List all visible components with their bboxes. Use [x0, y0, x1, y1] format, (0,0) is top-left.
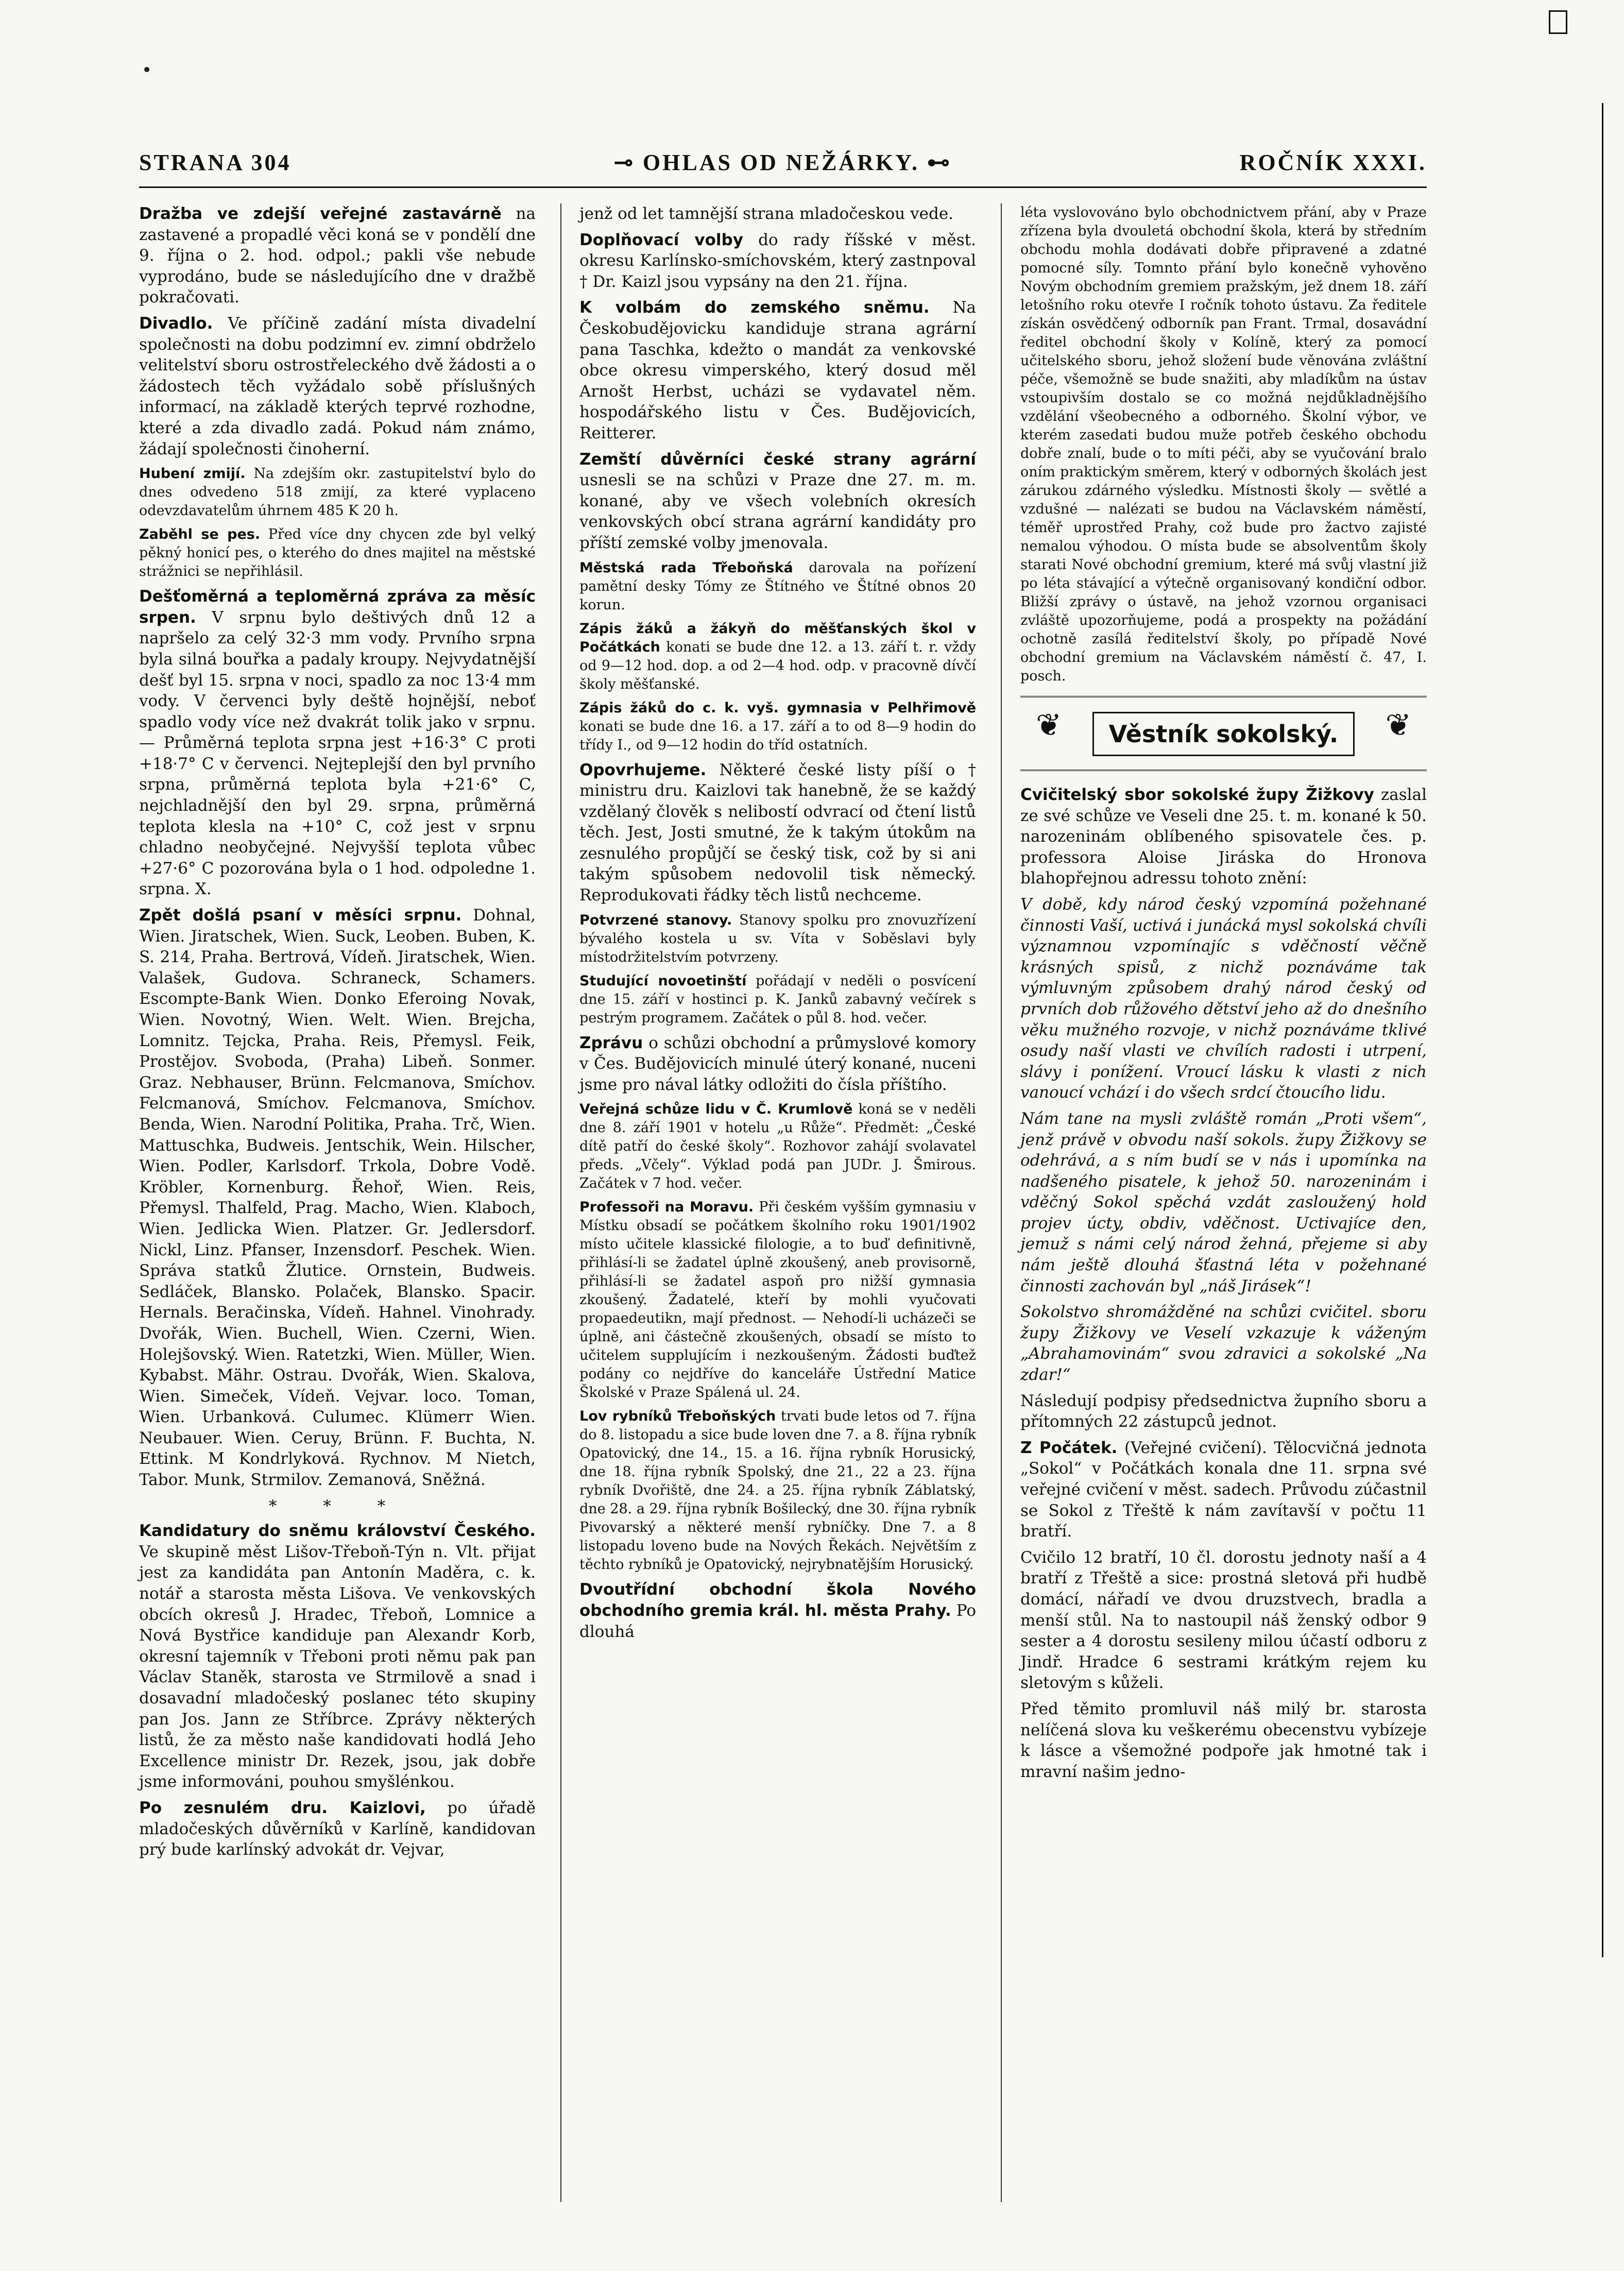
- article-heading: Dešťoměrná a teploměrná zpráva za měsíc srpen.: [139, 587, 536, 627]
- article-heading: Cvičitelský sbor sokolské župy Žižkovy: [1020, 786, 1374, 804]
- article-heading: Lov rybníků Třeboňských: [579, 1408, 776, 1425]
- sokol-section-title: Věstník sokolský.: [1092, 712, 1355, 756]
- article: [139, 1798, 536, 1860]
- article: [1020, 784, 1427, 889]
- article: [579, 297, 976, 443]
- ornament-icon: ❦: [1385, 707, 1411, 743]
- article: [1020, 203, 1427, 686]
- address-text: V době, kdy národ český vzpomíná požehnané činnosti Vaší, uctivá i junácká mysl sokolská chvíli významnou vzpomínajíc s vděčností věčně krásných spisů, z nichž poznáváme tak výmluvným způsobem drahý národ český od prvních dob růžového dětství jeho až do dnešního věku mužného rozvoje, v nichž poznáváme tklivé osudy naší vlasti ve chvílích radosti i utrpení, slávy i ponížení. Vroucí lásku k vlasti z nich vanoucí vchází i do všech srdcí čtoucího lidu.: [1020, 895, 1427, 1102]
- separator-stars: * * *: [268, 1496, 406, 1515]
- article-heading: Doplňovací volby: [579, 230, 743, 249]
- ornament-icon: ❦: [1036, 707, 1062, 743]
- article-heading: Dražba ve zdejší veřejné zastavárně: [139, 204, 502, 223]
- article-text: léta vyslovováno bylo obchodnictvem přání, aby v Praze zřízena byla dvouletá obchodní škola, která by středním obchodu mohla dodávati dobře připravené a zdatné pomocné síly. Tomnto přání bylo konečně vyhověno Novým obchodním gremiem pražským, jež dnem 18. září letošního roku otevře I ročník tohoto ústavu. Za ředitele získán osvědčený odborník pan Frant. Trmal, dosavádní ředitel obchodní školy v Kolíně, který za pomocí učitelského sboru, jehož složení bude věnována zvláštní péče, všemožně se bude snažiti, aby mladíkům na ústav vstoupivším dostalo se co možná nejdůkladnějšího vzdělání všeobecného a odborného. Školní výbor, ve kterém zasedati budou muže potřeb českého obchodu dobře znalí, bude o to míti péči, aby se vyučování bralo oním praktickým směrem, který v odborných školách jest zárukou zdárného výsledku. Místnosti školy — světlé a vzdušné — nalézati se budou na Václavském náměstí, téměř uprostřed Prahy, což bude pro žactvo zajisté nemalou výhodou. O místa bude se absolventům školy starati Nové obchodní gremium, které má svůj vlastní již po léta stávající a výtečně organisovaný kondiční odbor. Bližší zprávy o ústavě, na jehož vzornou organisaci zvláště upozorňujeme, podá a prospekty na požádání ochotně zasílá ředitelství školy, po případě Nové obchodní gremium na Václavském náměstí č. 47, I. posch.: [1020, 204, 1427, 684]
- article-text: Dohnal, Wien. Jiratschek, Wien. Suck, Leoben. Buben, K. S. 214, Praha. Bertrová, Vídeň. Jiratschek, Wien. Valašek, Gudova. Schraneck, Schamers. Escompte-Bank Wien. Donko Eferoing Novak, Wien. Novotný, Wien. Welt. Wien. Brejcha, Lomnitz. Tejcka, Praha. Reis, Přemysl. Feik, Prostějov. Svoboda, (Praha) Libeň. Sonmer. Graz. Nebhauser, Brünn. Felcmanova, Smíchov. Felcmanová, Smíchov. Felcmanova, Smíchov. Benda, Wien. Narodní Politika, Praha. Trč, Wien. Mattuschka, Budweis. Jentschik, Wein. Hilscher, Wien. Podler, Karlsdorf. Trkola, Dobre Vodě. Kröbler, Kornenburg. Řehoř, Wien. Reis, Přemysl. Thalfeld, Prag. Macho, Wien. Klaboch, Wien. Jedlicka Wien. Platzer. Gr. Jedlersdorf. Nickl, Linz. Pfanser, Inzensdorf. Peschek. Wien. Správa statků Žlutice. Ornstein, Budweis. Sedláček, Blansko. Polaček, Blansko. Spacir. Hernals. Beračinska, Vídeň. Hahnel. Vinohrady. Dvořák, Wien. Buchell, Wien. Czerni, Wien. Holejšovský. Wien. Ratetzki, Wien. Müller, Wien. Kybabst. Mähr. Ostrau. Dvořák, Wien. Skalova, Wien. Simeček, Vídeň. Vejvar. loco. Toman, Wien. Urbanková. Culumec. Klümerr Wien. Neubauer. Wien. Ceruy, Brünn. F. Buchta, N. Ettink. M Kondrlyková. Rychnov. M Nietch, Tabor. Munk, Strmilov. Zemanová, Sněžná.: [139, 906, 536, 1490]
- column-2: [579, 203, 976, 1647]
- article-heading: K volbám do zemského sněmu.: [579, 298, 930, 317]
- article: [579, 1407, 976, 1574]
- right-margin-rule: [1597, 103, 1603, 1957]
- article-heading: Z Počátek.: [1020, 1438, 1118, 1457]
- article-heading: Po zesnulém dru. Kaizlovi,: [139, 1798, 426, 1817]
- header-rule: [139, 186, 1427, 188]
- article: [579, 559, 976, 614]
- article-heading: Zemští důvěrníci české strany agrární: [579, 450, 976, 469]
- article: [579, 1100, 976, 1193]
- article-heading: Potvrzené stanovy.: [579, 912, 732, 928]
- article: [1020, 1391, 1427, 1432]
- article-text: zaslal ze své schůze ve Veseli dne 25. t. m. konané k 50. narozeninám oblíbeného spisovatele čes. p. professora Aloise Jiráska do Hronova blahopřejnou adressu tohoto znění:: [1020, 786, 1427, 888]
- article-text: jenž od let tamnější strana mladočeskou vede.: [579, 204, 954, 223]
- article: [139, 525, 536, 581]
- article: [579, 230, 976, 293]
- article-text: na zastavené a propadlé věci koná se v pondělí dne 9. října o 2. hod. odpol.; pakli vše nebude vyprodáno, bude se následujícího dne v dražbě pokračovati.: [139, 204, 536, 307]
- article-heading: Studující novoetinští: [579, 972, 747, 989]
- article-heading: Opovrhujeme.: [579, 760, 707, 779]
- column-divider: [560, 203, 561, 2202]
- article-text: do rady říšské v měst. okresu Karlínsko-smíchovském, který zastnpoval † Dr. Kaizl jsou vypsány na den 21. října.: [579, 230, 976, 291]
- article-heading: Divadlo.: [139, 314, 213, 333]
- article-text: usnesli se na schůzi v Praze dne 27. m. m. konané, aby ve všech volebních okresích venkovských obcí strana agrární kandidáty pro příští zemské volby jmenovala.: [579, 471, 976, 552]
- sokol-section-banner: [1020, 696, 1427, 771]
- newspaper-title: ⊸ OHLAS OD NEŽÁRKY. ⊷: [614, 150, 952, 175]
- article-heading: Hubení zmijí.: [139, 466, 246, 482]
- article: [139, 586, 536, 900]
- page-header: [139, 149, 1427, 180]
- article-text: Při českém vyšším gymnasiu v Místku obsadí se počátkem školního roku 1901/1902 místo učitele klassické filologie, a to buď definitivně, přihlásí-li se žadatel úplně zkoušený, aneb provisorně, přihlásí-li se žadatel aspoň pro nižší gymnasia zkoušený. Žadatelé, kteří by mohli vyučovati propaedeutikn, mají přednost. — Nehodí-li ucházeči se úplně, ani částečně zkoušených, obsadí se místo to učitelem supplujícím i nezkoušeným. Žádosti buďtež podány co nejdříve do kanceláře Ústřední Matice Školské v Praze Spálená ul. 24.: [579, 1199, 976, 1401]
- article: [139, 1521, 536, 1792]
- article-text: konati se bude dne 16. a 17. září a to od 8—9 hodin do třídy I., od 9—12 hodin do tříd ostatních.: [579, 718, 976, 753]
- article-text: V srpnu bylo deštivých dnů 12 a napršelo za celý 32·3 mm vody. Prvního srpna byla silná bouřka a padaly kroupy. Nejvydatnější dešť byl 15. srpna v noci, spadlo za noc 13·4 mm vody. V červenci byly deště hojnější, neboť spadlo vody více než dvakrát tolik jako v srpnu. — Průměrná teplota srpna jest +16·3° C proti +18·7° C v červenci. Nejteplejší den byl prvního srpna, průměrná teplota byla +21·6° C, nejchladnější den byl 29. srpna, průměrná teplota klesla na +10° C, což jest v srpnu chladno neobyčejné. Nejvyšší teplota vůbec +27·6° C pozorována byla o 1 hod. odpoledne 1. srpna. X.: [139, 608, 536, 899]
- article: [579, 972, 976, 1028]
- ink-speck: [144, 67, 149, 72]
- article: [1020, 1108, 1427, 1296]
- article: [579, 620, 976, 694]
- article-heading: Zápis žáků a žákyň do měšťanských škol v Počátkách: [579, 620, 976, 655]
- column-1: [139, 203, 536, 1866]
- article-heading: Zpět došlá psaní v měsíci srpnu.: [139, 906, 462, 925]
- article: [139, 203, 536, 308]
- article-text: konati se bude dne 12. a 13. září t. r. vždy od 9—12 hod. dop. a od 2—4 hod. odp. v pracovně dívčí školy měšťanské.: [579, 639, 976, 692]
- article-text: Před více dny chycen zde byl velký pěkný honicí pes, o kterého do dnes majitel na městské strážnici se nepřihlásil.: [139, 526, 536, 580]
- article-text: Na Českobudějovicku kandiduje strana agrární pana Taschka, kdežto o mandát za venkovské obce okresu vimperského, který dosud měl Arnošt Herbst, ucházi se vydavatel něm. hospodářského listu v Čes. Budějovicích, Reitterer.: [579, 298, 976, 442]
- article-heading: Professoři na Moravu.: [579, 1199, 754, 1216]
- article-text: Ve skupině měst Lišov-Třeboň-Týn n. Vlt. přijat jest za kandidáta pan Antonín Maděra, c. k. notář a starosta města Lišova. Ve venkovských obcích okresů J. Hradec, Třeboň, Lomnice a Nová Bystřice kandiduje pan Alexandr Korb, okresní tajemník v Třeboni proti němu pak pan Václav Staněk, starosta ve Strmilově a snad i dosavadní mladočeský poslanec této skupiny pan Jos. Jann ze Stříbrce. Zprávy některých listů, že za město naše kandidovati hodlá Jeho Excellence ministr Dr. Rezek, jsou, jak dobře jsme informováni, pouhou smyšlénkou.: [139, 1542, 536, 1791]
- article: [579, 760, 976, 906]
- article: [1020, 894, 1427, 1103]
- article-text: po úřadě mladočeských důvěrníků v Karlíně, kandidovan prý bude karlínský advokát dr. Vejvar,: [139, 1798, 536, 1859]
- article-heading: Zprávu: [579, 1033, 643, 1052]
- article-text: Cvičilo 12 bratří, 10 čl. dorostu jednoty naší a 4 bratří z Třeště a sice: prostná sletová při hudbě domácí, nářadí ve dvou druzstvech, bradla a menší stůl. Na to nastoupil náš ženský odbor 9 sester a 4 dorostu sesileny milou účastí odboru z Jindř. Hradce 6 sestrami krátkým rejem ku sletovým s kůželi.: [1020, 1548, 1427, 1693]
- article-text: pořádají v neděli o posvícení dne 15. září v hostinci p. K. Janků zabavný večírek s pestrým programem. Začátek o půl 8. hod. večer.: [579, 972, 976, 1026]
- article-heading: Veřejná schůze lidu v Č. Krumlově: [579, 1101, 853, 1118]
- article: [579, 1198, 976, 1402]
- article-text: (Veřejné cvičení). Tělocvičná jednota „Sokol“ v Počátkách konala dne 11. srpna své veřejné cvičení v měst. sadech. Průvodu zúčastnil se Sokol z Třeště k nám zavítavší v počtu 11 bratří.: [1020, 1438, 1427, 1541]
- article-heading: Kandidatury do sněmu království Českého.: [139, 1522, 536, 1541]
- article-text: koná se v neděli dne 8. září 1901 v hotelu „u Růže“. Předmět: „České dítě patří do české školy“. Rozhovor zahájí svolavatel předs. „Včely“. Výklad podá pan JUDr. J. Šmirous. Začátek v 7 hod. večer.: [579, 1101, 976, 1192]
- section-separator: [139, 1496, 536, 1517]
- article-text: Po dlouhá: [579, 1601, 976, 1641]
- article: [579, 1033, 976, 1096]
- article: [1020, 1302, 1427, 1385]
- page-corner-mark: [1549, 10, 1567, 34]
- article-heading: Dvoutřídní obchodní škola Nového obchodního gremia král. hl. města Prahy.: [579, 1580, 976, 1620]
- article: [579, 449, 976, 554]
- address-text: Sokolstvo shromážděné na schůzi cvičitel. sboru župy Žižkovy ve Veselí vzkazuje k váženým „Abrahamovinám“ svou zdravici a sokolské „Na zdar!“: [1020, 1303, 1427, 1385]
- column-divider: [1001, 203, 1002, 2202]
- article-text: trvati bude letos od 7. října do 8. listopadu a sice bude loven dne 7. a 8. října rybník Opatovický, dne 14., 15. a 16. října rybník Horusický, dne 18. října rybník Spolský, dne 21., 22 a 23. října rybník Dvořiště, dne 24. a 25. října rybník Záblatský, dne 28. a 29. října rybník Bošilecký, dne 30. října rybník Pivovarský a některé menší rybníčky. Dne 7. a 8 listopadu loveno bude na Nových Řekách. Největším z těchto rybníků je Opatovický, nejrybnatějším Horusický.: [579, 1408, 976, 1573]
- article: [579, 699, 976, 755]
- article-heading: Zápis žáků do c. k. vyš. gymnasia v Pelhřimově: [579, 699, 976, 716]
- article: [139, 905, 536, 1491]
- column-3-top: [1020, 203, 1427, 686]
- article-text: Některé české listy píší o † ministru dru. Kaizlovi tak hanebně, že se každý vzdělaný člověk s nelibostí odvrací od čtení listů těch. Jest, Josti smutné, že k takým útokům na zesnulého propůjčí se český tisk, což by si ani takým spůsobem nedovolil tisk německý. Reprodukovati řádky těch listů nechceme.: [579, 760, 976, 905]
- column-3: [1020, 203, 1427, 1787]
- article: [579, 203, 976, 225]
- article-text: Následují podpisy předsednictva župního sboru a přítomných 22 zástupců jednot.: [1020, 1391, 1427, 1431]
- article-heading: Zaběhl se pes.: [139, 526, 261, 543]
- newspaper-page: [139, 139, 1427, 2199]
- article: [579, 911, 976, 967]
- article-text: Na zdejším okr. zastupitelství bylo do dnes odvedeno 518 zmijí, za které vyplaceno odevzdavatelům úhrnem 485 K 20 h.: [139, 466, 536, 519]
- article: [139, 313, 536, 459]
- article-text: Stanovy spolku pro znovuzřízení bývalého kostela u sv. Víta v Soběslavi byly místodržitelstvím potvrzeny.: [579, 912, 976, 965]
- article: [1020, 1699, 1427, 1782]
- volume-number: ROČNÍK XXXI.: [1239, 150, 1427, 175]
- article: [139, 465, 536, 520]
- article: [1020, 1438, 1427, 1542]
- article: [579, 1579, 976, 1642]
- article-text: o schůzi obchodní a průmyslové komory v Čes. Budějovicích minulé úterý konané, nuceni jsme pro nával látky odložiti do čísla příštího.: [579, 1033, 977, 1094]
- article-text: darovala na pořízení pamětní desky Tómy ze Štítného ve Štítné obnos 20 korun.: [579, 559, 976, 613]
- article: [1020, 1547, 1427, 1694]
- column-3-bottom: [1020, 784, 1427, 1782]
- article-heading: Městská rada Třeboňská: [579, 559, 793, 576]
- article-text: Ve příčině zadání místa divadelní společnosti na dobu podzimní ev. zimní obdrželo velitelství sboru ostrostřeleckého dvě žádosti a o žádostech těch vyžádalo sobě příslušných informací, na základě kterých teprvé rozhodne, které a zda divadlo zadá. Pokud nám známo, žádají společnosti činoherní.: [139, 314, 536, 458]
- address-text: Nám tane na mysli zvláště román „Proti všem“, jenž právě v obvodu naší sokols. župy Žižkovy se odehrává, a s ním budí se v nás i upomínka na nadšeného pisatele, k jehož 50. narozeninám i vděčný Sokol spěchá vzdát zasloužený hold projev úcty, obdiv, vděčnost. Uctivajíce den, jemuž s námi celý národ žehná, přejeme si aby nám ještě dlouhá šťastná léta v požehnané činnosti zachován byl „náš Jirásek“!: [1020, 1109, 1427, 1295]
- page-number: STRANA 304: [139, 150, 292, 175]
- article-text: Před těmito promluvil náš milý br. starosta nelíčená slova ku veškerému obecenstvu vybízeje k lásce a všemožné podpoře jak hmotné tak i mravní našim jedno-: [1020, 1699, 1427, 1781]
